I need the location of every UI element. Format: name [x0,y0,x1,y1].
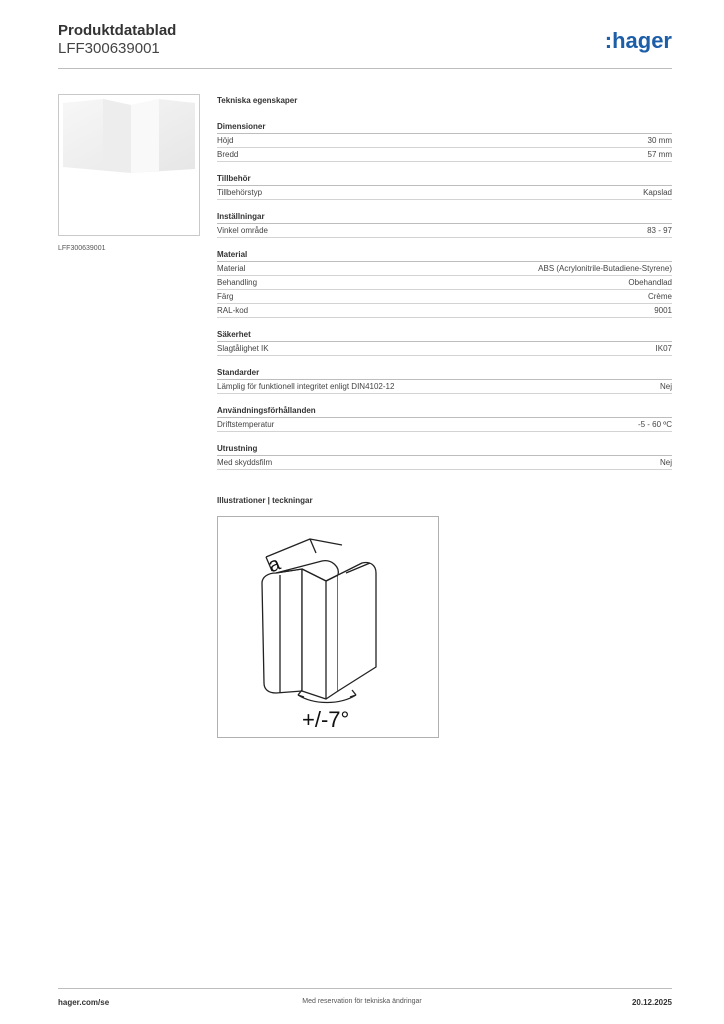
hager-logo [592,26,672,56]
spec-label: RAL-kod [217,306,249,315]
spec-group-tillbehor [217,174,672,200]
product-image [58,94,200,236]
spec-row [217,342,672,356]
spec-group-material [217,250,672,318]
spec-group-utrustning [217,444,672,470]
spec-label: Tillbehörstyp [217,188,263,197]
spec-label: Med skyddsfilm [217,458,273,467]
spec-group-title: Standarder [217,368,672,380]
spec-value: 57 mm [647,150,672,159]
footer-divider [58,988,672,989]
spec-group-title: Inställningar [217,212,672,224]
spec-group-title: Material [217,250,672,262]
technical-specs [217,96,672,470]
spec-row [217,134,672,148]
angle-label: +/-7° [302,707,350,732]
spec-value: 30 mm [647,136,672,145]
spec-row [217,304,672,318]
footer-date: 20.12.2025 [631,998,672,1007]
product-photo [59,95,199,235]
corner-drawing [218,517,438,737]
spec-group-sakerhet [217,330,672,356]
dimension-label: a [265,552,284,578]
spec-group-standarder [217,368,672,394]
spec-value: 9001 [654,306,672,315]
spec-group-anvandningsforhallanden [217,406,672,432]
spec-group-title: Användningsförhållanden [217,406,672,418]
footer-disclaimer: Med reservation för tekniska ändringar [302,998,422,1005]
footer-website: hager.com/se [58,998,110,1007]
spec-row [217,224,672,238]
illustrations-title: Illustrationer | teckningar [217,496,313,505]
product-image-caption: LFF300639001 [58,245,106,252]
spec-row [217,186,672,200]
technical-drawing [217,516,439,738]
spec-value: 83 - 97 [647,226,672,235]
document-title: Produktdatablad [58,22,177,39]
spec-group-title: Dimensioner [217,122,672,134]
spec-label: Behandling [217,278,258,287]
product-code: LFF300639001 [58,40,160,57]
spec-label: Vinkel område [217,226,268,235]
header-divider [58,68,672,69]
spec-row [217,262,672,276]
spec-row [217,148,672,162]
spec-group-installningar [217,212,672,238]
spec-row [217,380,672,394]
spec-label: Lämplig för funktionell integritet enligt DIN4102-12 [217,382,395,391]
spec-value: -5 - 60 ºC [637,420,672,429]
spec-value: Kapslad [643,188,672,197]
spec-value: Nej [659,458,672,467]
page-header [58,22,672,58]
spec-label: Bredd [217,150,239,159]
spec-group-title: Tillbehör [217,174,672,186]
specs-title: Tekniska egenskaper [217,96,298,105]
spec-row [217,418,672,432]
spec-label: Material [217,264,246,273]
spec-value: Obehandlad [628,278,672,287]
logo-text: :hager [604,28,672,53]
spec-label: Höjd [217,136,234,145]
spec-value: Nej [659,382,672,391]
spec-row [217,276,672,290]
spec-row [217,456,672,470]
spec-value: Crème [647,292,672,301]
spec-group-title: Säkerhet [217,330,672,342]
spec-value: ABS (Acrylonitrile-Butadiene-Styrene) [538,264,672,273]
spec-row [217,290,672,304]
spec-value: IK07 [655,344,672,353]
spec-label: Driftstemperatur [217,420,275,429]
spec-group-dimensioner [217,122,672,162]
spec-group-title: Utrustning [217,444,672,456]
spec-label: Färg [217,292,234,301]
spec-label: Slagtålighet IK [217,344,269,353]
